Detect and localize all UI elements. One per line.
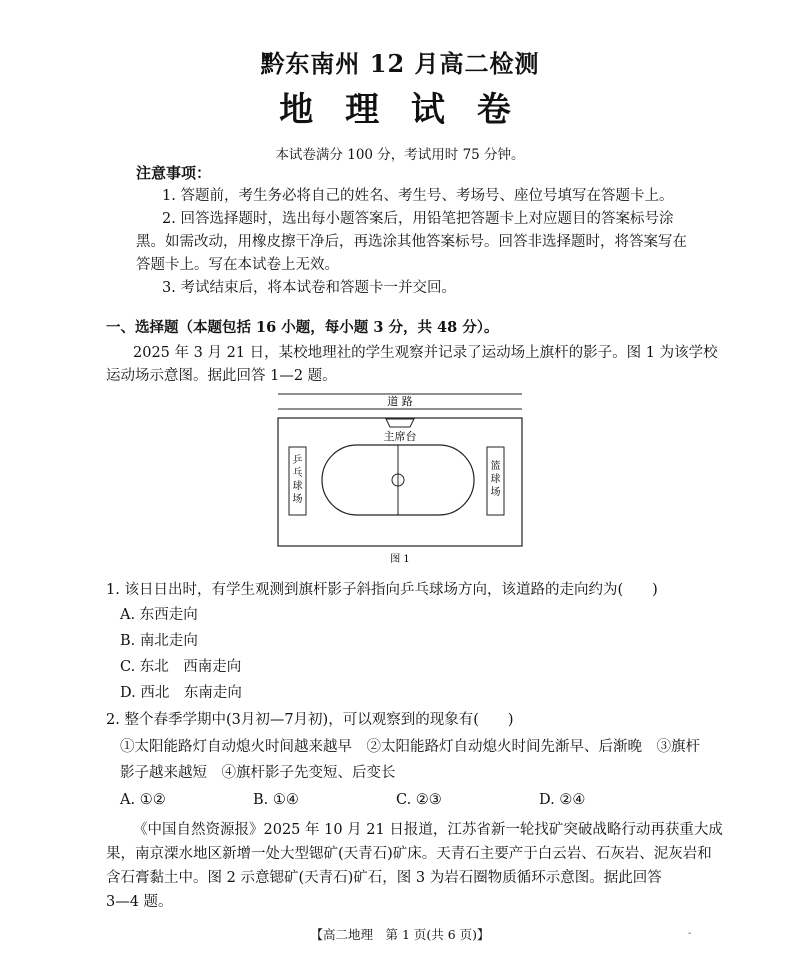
q2-option-d: D. ②④ xyxy=(539,792,586,808)
figure-caption: 图 1 xyxy=(390,554,410,565)
page-footer: 【高二地理 第 1 页(共 6 页)】 xyxy=(310,927,490,942)
figure-1-sports-field xyxy=(272,392,528,570)
passage-line: 《中国自然资源报》2025 年 10 月 21 日报道，江苏省新一轮找矿突破战略行动再获重大成 xyxy=(133,822,723,838)
stand-icon xyxy=(386,419,414,427)
intro-line: 2025 年 3 月 21 日，某校地理社的学生观察并记录了运动场上旗杆的影子。图 1 为该学校 xyxy=(133,345,718,361)
section-title: 一、选择题（本题包括 16 小题，每小题 3 分，共 48 分）。 xyxy=(106,319,499,336)
notice-line: 2. 回答选择题时，选出每小题答案后，用铅笔把答题卡上对应题目的答案标号涂 xyxy=(162,211,674,227)
exam-title: 黔东南州 12 月高二检测 xyxy=(260,49,540,78)
basketball-label: 球 xyxy=(490,474,501,485)
exam-meta: 本试卷满分 100 分，考试用时 75 分钟。 xyxy=(275,147,525,163)
q1-option-d: D. 西北 东南走向 xyxy=(120,685,242,701)
basketball-label: 场 xyxy=(490,487,501,498)
notice-line: 3. 考试结束后，将本试卷和答题卡一并交回。 xyxy=(162,280,456,296)
page-mark: - xyxy=(688,928,692,939)
q2-statement-line: ①太阳能路灯自动熄火时间越来越早 ②太阳能路灯自动熄火时间先渐早、后渐晚 ③旗杆 xyxy=(120,739,700,755)
basketball-label: 篮 xyxy=(490,461,501,472)
table-tennis-label: 场 xyxy=(292,494,303,505)
passage-line: 含石膏黏土中。图 2 示意锶矿(天青石)矿石，图 3 为岩石圈物质循环示意图。据此回答 xyxy=(106,870,662,886)
table-tennis-label: 乓 xyxy=(292,468,303,479)
q2-option-b: B. ①④ xyxy=(253,792,299,808)
q2-option-c: C. ②③ xyxy=(396,792,442,808)
subject-title: 地 理 试 卷 xyxy=(279,90,521,130)
passage-line: 3—4 题。 xyxy=(106,894,173,910)
passage-line: 果，南京溧水地区新增一处大型锶矿(天青石)矿床。天青石主要产于白云岩、石灰岩、泥灰岩和 xyxy=(106,846,712,862)
q2-statement-line: 影子越来越短 ④旗杆影子先变短、后变长 xyxy=(120,765,396,781)
notice-title: 注意事项： xyxy=(136,164,212,182)
question-2-stem: 2. 整个春季学期中(3月初—7月初)，可以观察到的现象有( ) xyxy=(106,712,514,728)
notice-line: 1. 答题前，考生务必将自己的姓名、考生号、考场号、座位号填写在答题卡上。 xyxy=(162,188,674,204)
intro-line: 运动场示意图。据此回答 1—2 题。 xyxy=(106,368,337,384)
q1-option-b: B. 南北走向 xyxy=(120,633,198,649)
q2-option-a: A. ①② xyxy=(120,792,166,808)
question-1-stem: 1. 该日日出时，有学生观测到旗杆影子斜指向乒乓球场方向，该道路的走向约为( ) xyxy=(106,582,658,598)
notice-line: 答题卡上。写在本试卷上无效。 xyxy=(136,257,339,273)
q1-option-c: C. 东北 西南走向 xyxy=(120,659,242,675)
notice-line: 黑。如需改动，用橡皮擦干净后，再选涂其他答案标号。回答非选择题时，将答案写在 xyxy=(136,234,687,250)
q1-option-a: A. 东西走向 xyxy=(120,607,198,623)
table-tennis-label: 乒 xyxy=(292,455,303,466)
road-label: 道 路 xyxy=(387,395,413,408)
stand-label: 主席台 xyxy=(383,430,417,443)
table-tennis-label: 球 xyxy=(292,481,303,492)
